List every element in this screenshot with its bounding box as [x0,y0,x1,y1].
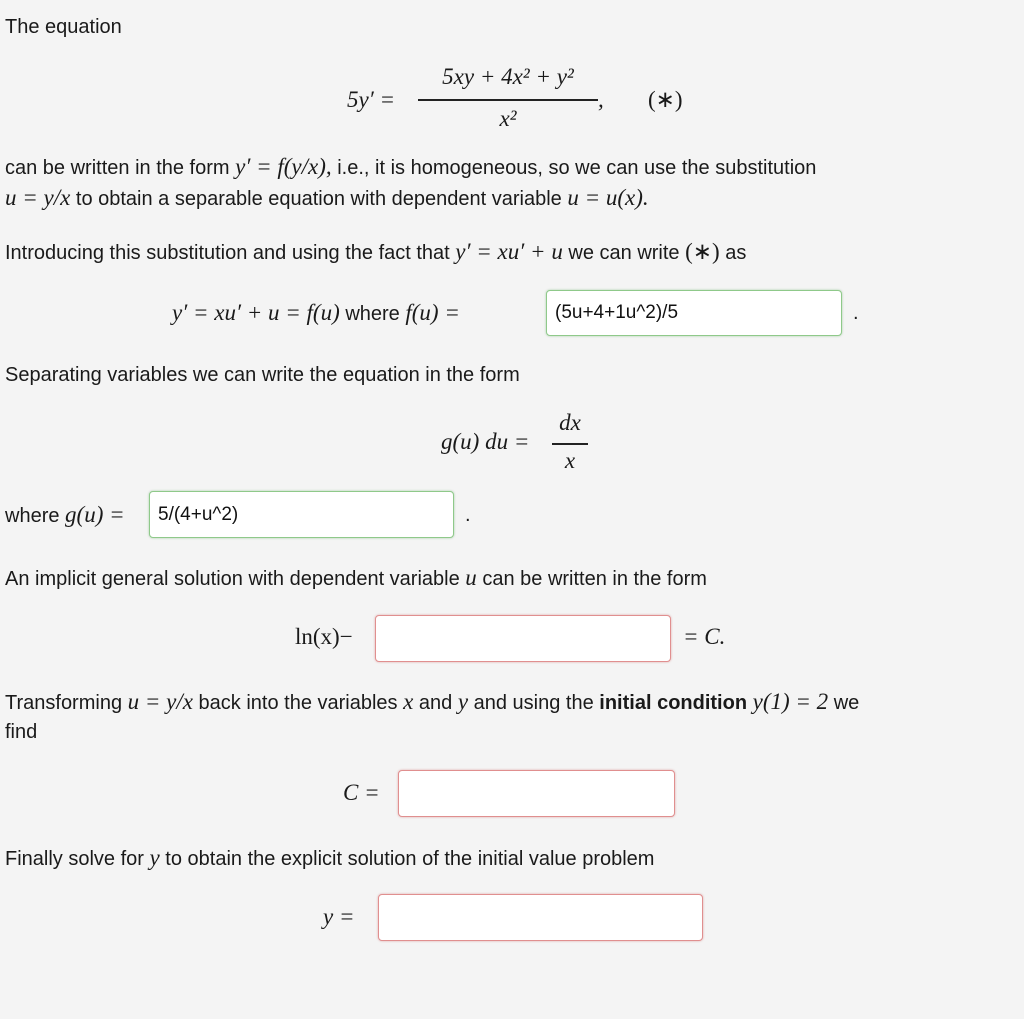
sep-eq-lhs: g(u) du = [441,429,530,454]
intro-text: The equation [5,16,122,38]
equation-denominator: x² [499,106,517,131]
para1-text-3: to obtain a separable equation with dependent variable [75,188,562,210]
g-line-dot: . [465,504,471,526]
sep-eq-denominator: x [564,448,576,473]
para2-text-3: as [725,242,747,264]
para5-text-6: find [5,721,38,743]
para1-math-1: y′ = f(y/x), [235,154,332,179]
paragraph-1-line-1 [5,154,816,180]
paragraph-2 [5,239,746,265]
para2-math-1: y′ = xu′ + u [455,239,563,264]
para6-text-2: to obtain the explicit solution of the initial value problem [165,848,655,870]
paragraph-5-line-1 [5,689,859,715]
implicit-rhs: = C. [683,624,726,649]
para5-bold: initial condition [599,692,748,714]
y-lhs: y = [323,904,355,929]
para5-math-4: y(1) = 2 [752,689,829,714]
para5-text-1: Transforming [5,692,123,714]
g-u-input[interactable]: 5/(4+u^2) [149,491,454,538]
sep-eq-fraction-bar [552,443,588,445]
implicit-solution-input[interactable] [375,615,671,662]
para2-text-2: we can write [568,242,680,264]
para4-text-1: An implicit general solution with dependent variable [5,568,460,590]
f-line-math-1: y′ = xu′ + u = f(u) [172,300,340,325]
para1-math-3: u = u(x). [567,185,649,210]
paragraph-3: Separating variables we can write the equation in the form [5,364,520,386]
para6-text-1: Finally solve for [5,848,144,870]
para6-math-1: y [149,845,160,870]
g-line-math: g(u) = [65,502,125,527]
equation-numerator: 5xy + 4x² + y² [442,64,574,89]
para1-text-1: can be written in the form [5,157,230,179]
para1-math-2: u = y/x [5,185,71,210]
para4-text-2: can be written in the form [482,568,707,590]
f-line-dot: . [853,302,859,324]
g-line-text: where [5,505,60,527]
sep-eq-numerator: dx [559,410,581,435]
para1-text-2: i.e., it is homogeneous, so we can use the substitution [337,157,817,179]
implicit-lhs: ln(x)− [295,624,353,649]
para5-math-3: y [457,689,469,714]
para5-text-4: and using the [473,692,594,714]
equation-fraction-bar [418,99,598,101]
para4-math-1: u [465,565,477,590]
paragraph-4 [5,565,707,591]
paragraph-1-line-2 [5,185,649,211]
f-u-input[interactable]: (5u+4+1u^2)/5 [546,290,842,336]
para2-math-2: (∗) [685,239,720,264]
para5-math-2: x [403,689,414,714]
equation-label: (∗) [648,87,683,112]
f-line-math-2: f(u) = [405,300,460,325]
para5-text-3: and [418,692,453,714]
para5-text-2: back into the variables [198,692,398,714]
para5-text-5: we [833,692,860,714]
f-line-label [172,300,460,326]
equation-lhs: 5y′ = [347,87,396,112]
g-line-label [5,502,125,528]
para5-math-1: u = y/x [127,689,193,714]
paragraph-6 [5,845,654,871]
para2-text-1: Introducing this substitution and using the fact that [5,242,450,264]
y-input[interactable] [378,894,703,941]
equation-comma: , [598,87,604,112]
c-input[interactable] [398,770,675,817]
f-line-text: where [345,303,400,325]
c-lhs: C = [343,780,380,805]
